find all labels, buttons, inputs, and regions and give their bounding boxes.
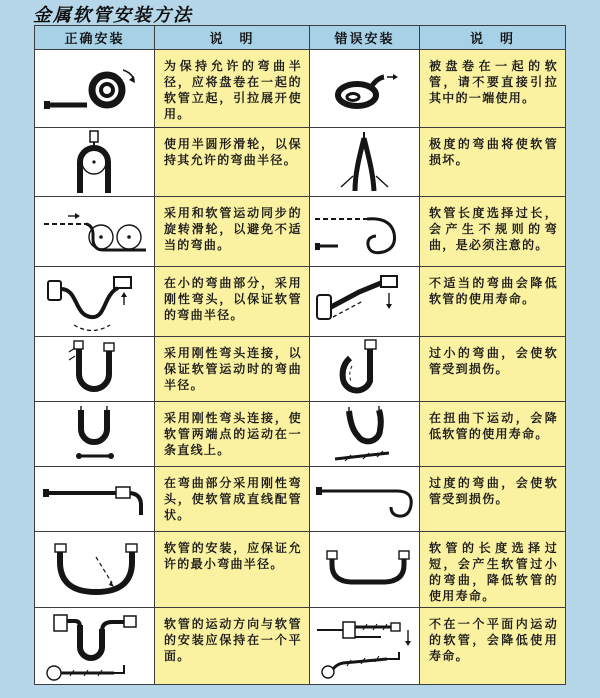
correct-description: 采用和软管运动同步的旋转滑轮，以避免不适当的弯曲。 (155, 197, 310, 267)
coiled-hose-uncoil-icon (39, 57, 151, 121)
wrong-image-cell (310, 337, 420, 402)
correct-image-cell (35, 337, 155, 402)
table-row (35, 128, 566, 197)
straight-pipe-elbow-icon (38, 473, 152, 525)
table-row (35, 50, 566, 128)
correct-image-cell (35, 608, 155, 685)
wrong-image-cell (310, 50, 420, 128)
page-title: 金属软管安装方法 (33, 5, 193, 26)
wrong-image-cell (310, 402, 420, 467)
wrong-description: 在扭曲下运动，会降低软管的使用寿命。 (420, 402, 566, 467)
wrong-description: 软管的长度选择过短，会产生软管过小的弯曲，降低软管的使用寿命。 (420, 532, 566, 608)
irregular-loop-icon (311, 203, 425, 261)
correct-description: 在弯曲部分采用刚性弯头，使软管成直线配管状。 (155, 467, 310, 532)
wrong-description: 软管长度选择过长，会产生不规则的弯曲，是必须注意的。 (420, 197, 566, 267)
correct-description: 软管的安装，应保证允许的最小弯曲半径。 (155, 532, 310, 608)
correct-description: 为保持允许的弯曲半径，应将盘卷在一起的软管立起，引拉展开使用。 (155, 50, 310, 128)
correct-image-cell (35, 267, 155, 337)
coiled-hose-direct-pull-icon (315, 62, 415, 116)
same-plane-trap-icon (38, 609, 152, 683)
table-row (35, 532, 566, 608)
header-wrong-install: 错误安装 (310, 26, 420, 50)
minimum-bend-radius-icon (38, 539, 152, 601)
wrong-image-cell (310, 532, 420, 608)
table-row (35, 467, 566, 532)
wrong-image-cell (310, 128, 420, 197)
header-description-2: 说 明 (420, 26, 566, 50)
table-row (35, 197, 566, 267)
table-row (35, 337, 566, 402)
straight-line-ends-icon (49, 403, 141, 465)
table-row (35, 608, 566, 685)
correct-image-cell (35, 467, 155, 532)
header-correct-install: 正确安装 (35, 26, 155, 50)
correct-image-cell (35, 50, 155, 128)
over-bent-end-icon (311, 473, 425, 525)
wrong-image-cell (310, 267, 420, 337)
correct-image-cell (35, 402, 155, 467)
correct-description: 采用刚性弯头连接，使软管两端点的运动在一条直线上。 (155, 402, 310, 467)
semicircular-pulley-icon (53, 129, 137, 195)
correct-description: 在小的弯曲部分，采用刚性弯头，以保证软管的弯曲半径。 (155, 267, 310, 337)
wrong-description: 不在一个平面内运动的软管，会降低使用寿命。 (420, 608, 566, 685)
header-description-1: 说 明 (155, 26, 310, 50)
wrong-description: 过小的弯曲，会使软管受到损伤。 (420, 337, 566, 402)
twisted-motion-icon (319, 403, 411, 465)
correct-image-cell (35, 128, 155, 197)
rigid-elbow-small-bend-icon (40, 269, 150, 335)
wrong-description: 被盘卷在一起的软管，请不要直接引拉其中的一端使用。 (420, 50, 566, 128)
installation-method-table (34, 25, 566, 685)
rotating-pulleys-icon (38, 204, 152, 260)
extreme-bend-icon (323, 129, 407, 195)
wrong-description: 极度的弯曲将使软管损坏。 (420, 128, 566, 197)
small-bend-hook-icon (323, 338, 407, 400)
wrong-image-cell (310, 197, 420, 267)
correct-description: 采用刚性弯头连接，以保证软管运动时的弯曲半径。 (155, 337, 310, 402)
wrong-image-cell (310, 608, 420, 685)
correct-description: 使用半圆形滑轮，以保持其允许的弯曲半径。 (155, 128, 310, 197)
wrong-image-cell (310, 467, 420, 532)
correct-description: 软管的运动方向与软管的安装应保持在一个平面。 (155, 608, 310, 685)
improper-bend-icon (311, 269, 421, 335)
rigid-elbow-u-loop-icon (49, 338, 141, 400)
table-row (35, 267, 566, 337)
too-short-flat-sag-icon (311, 543, 425, 597)
out-of-plane-motion-icon (311, 610, 425, 682)
wrong-description: 不适当的弯曲会降低软管的使用寿命。 (420, 267, 566, 337)
correct-image-cell (35, 197, 155, 267)
wrong-description: 过度的弯曲，会使软管受到损伤。 (420, 467, 566, 532)
table-row (35, 402, 566, 467)
header-row (35, 26, 566, 50)
correct-image-cell (35, 532, 155, 608)
